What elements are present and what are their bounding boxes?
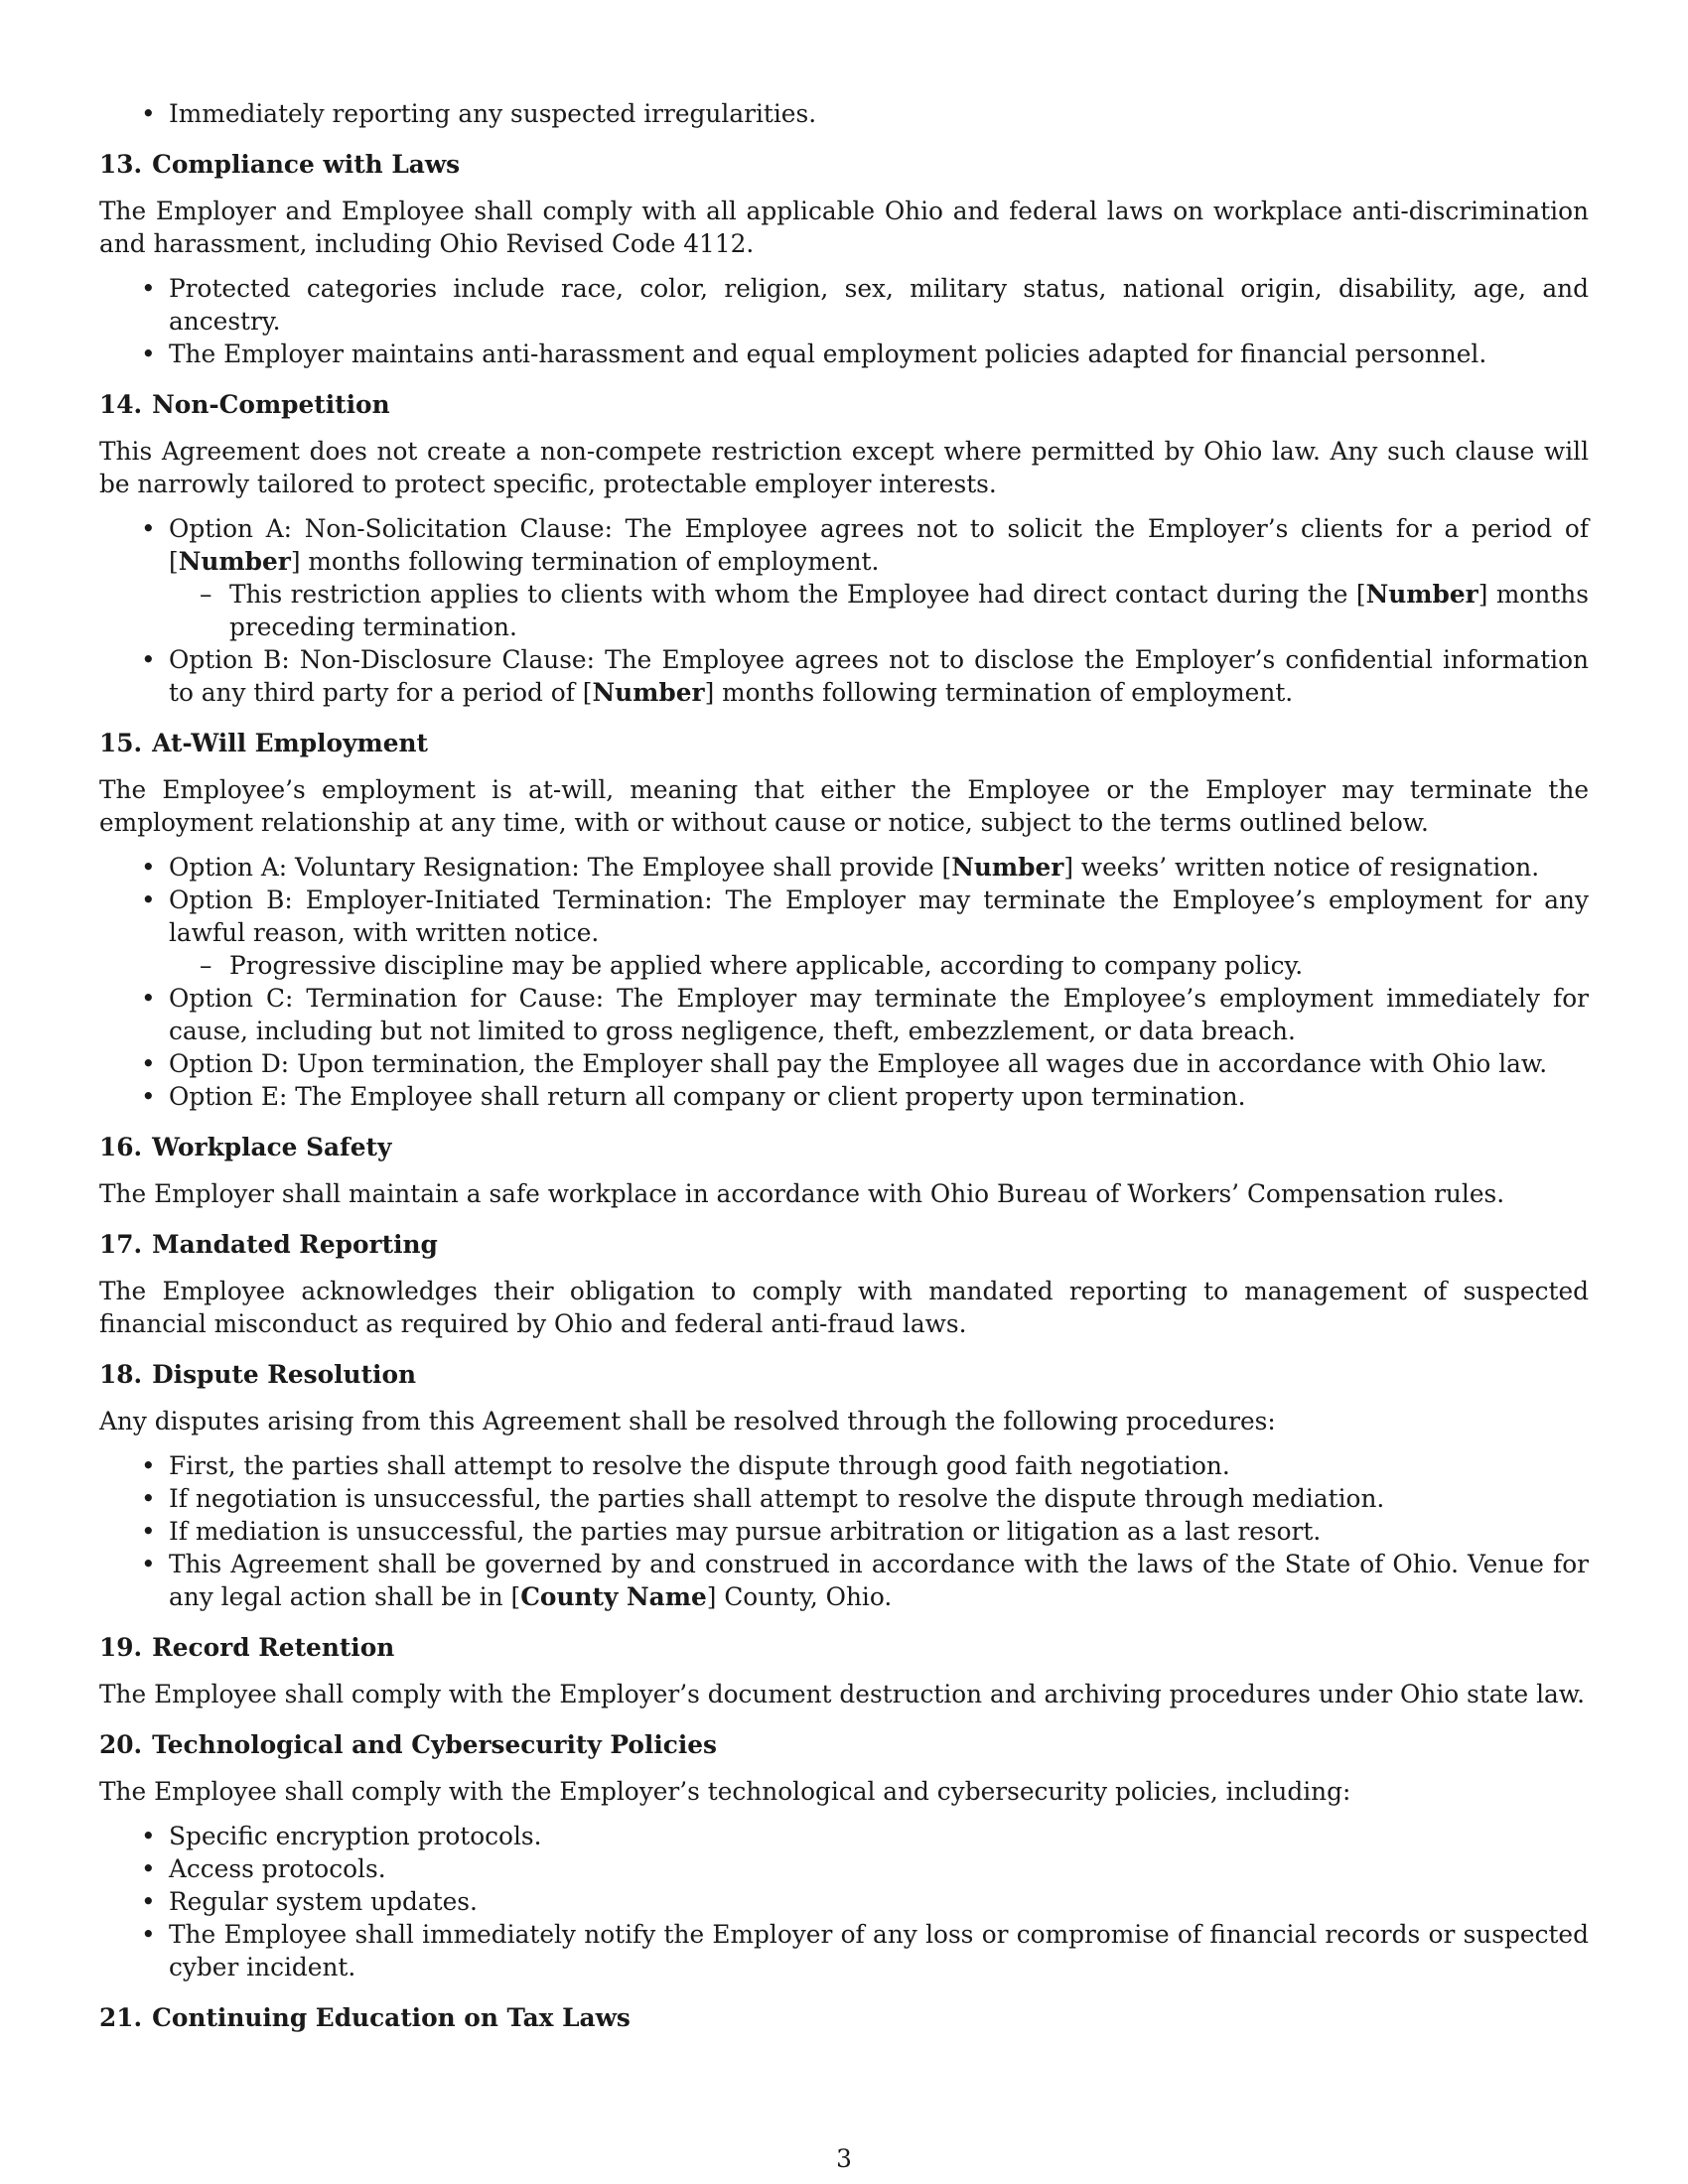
section-number: 18. <box>99 1360 143 1389</box>
option-b-sub-list <box>169 949 1589 982</box>
list-item <box>99 512 1589 643</box>
section-18-heading <box>99 1358 1589 1391</box>
section-19-heading <box>99 1631 1589 1664</box>
option-a-text: Option A: Voluntary Resignation: The Employee shall provide [ <box>169 853 952 882</box>
section-21-heading <box>99 2001 1589 2034</box>
list-item: • The Employee shall immediately notify the Employer of any loss or compromise of financial records or suspected cyber incident. <box>99 1918 1589 1983</box>
list-item: • Option D: Upon termination, the Employer shall pay the Employee all wages due in accordance with Ohio law. <box>99 1047 1589 1080</box>
list-item: • Immediately reporting any suspected irregularities. <box>99 97 1589 130</box>
section-15-bullets <box>99 851 1589 1113</box>
section-18-bullets <box>99 1449 1589 1613</box>
sub-list-item <box>99 578 1589 643</box>
sub-item-text: This restriction applies to clients with whom the Employee had direct contact during the [ <box>229 580 1366 609</box>
option-a-text-end: ] weeks’ written notice of resignation. <box>1063 853 1540 882</box>
placeholder-number: Number <box>951 853 1064 882</box>
section-18-body: Any disputes arising from this Agreement shall be resolved through the following procedures: <box>99 1407 1276 1435</box>
section-number: 21. <box>99 2003 143 2032</box>
section-number: 13. <box>99 150 143 179</box>
section-title: Technological and Cybersecurity Policies <box>152 1730 718 1759</box>
section-title: Non-Competition <box>152 390 390 419</box>
section-20-heading <box>99 1728 1589 1761</box>
intro-bullet-list <box>99 97 1589 130</box>
section-15-heading <box>99 727 1589 759</box>
section-14-bullets <box>99 512 1589 709</box>
sub-list-item: – Progressive discipline may be applied where applicable, according to company policy. <box>99 949 1589 982</box>
list-item: • Access protocols. <box>99 1852 1589 1885</box>
section-title: Continuing Education on Tax Laws <box>152 2003 631 2032</box>
section-14-body: This Agreement does not create a non-compete restriction except where permitted by Ohio law. Any such clause will be narrowly tailored to protect specific, protectable employer interests. <box>99 437 1589 498</box>
option-b-text-end: ] months following termination of employment. <box>704 678 1294 707</box>
section-number: 16. <box>99 1133 143 1161</box>
section-number: 19. <box>99 1633 143 1662</box>
option-b-text: Option B: Employer-Initiated Termination: The Employer may terminate the Employee’s employment for any lawful reason, with written notice. <box>169 886 1589 947</box>
list-item: • Protected categories include race, color, religion, sex, military status, national origin, disability, age, and ancestry. <box>99 272 1589 338</box>
section-13-bullets <box>99 272 1589 370</box>
section-13-body: The Employer and Employee shall comply with all applicable Ohio and federal laws on workplace anti-discrimination and harassment, including Ohio Revised Code 4112. <box>99 197 1589 258</box>
placeholder-number: Number <box>592 678 705 707</box>
governing-law-text: This Agreement shall be governed by and construed in accordance with the laws of the State of Ohio. Venue for any legal action shall be in [ <box>169 1550 1589 1611</box>
section-title: Mandated Reporting <box>152 1230 438 1259</box>
option-a-text: Option A: Non-Solicitation Clause: The Employee agrees not to solicit the Employer’s clients for a period of [ <box>169 514 1589 576</box>
option-b-text: Option B: Non-Disclosure Clause: The Employee agrees not to disclose the Employer’s confidential information to any third party for a period of [ <box>169 645 1589 707</box>
list-item <box>99 884 1589 982</box>
section-14-heading <box>99 388 1589 421</box>
section-number: 15. <box>99 729 143 757</box>
list-item <box>99 1548 1589 1613</box>
section-title: Dispute Resolution <box>152 1360 417 1389</box>
list-item: • Option C: Termination for Cause: The Employer may terminate the Employee’s employment immediately for cause, including but not limited to gross negligence, theft, embezzlement, or data breach. <box>99 982 1589 1047</box>
section-20-bullets <box>99 1820 1589 1983</box>
section-17-body: The Employee acknowledges their obligation to comply with mandated reporting to management of suspected financial misconduct as required by Ohio and federal anti-fraud laws. <box>99 1277 1589 1338</box>
list-item: • If mediation is unsuccessful, the parties may pursue arbitration or litigation as a last resort. <box>99 1515 1589 1548</box>
section-13-heading <box>99 148 1589 181</box>
section-20-body: The Employee shall comply with the Employer’s technological and cybersecurity policies, including: <box>99 1777 1351 1806</box>
list-item: • Specific encryption protocols. <box>99 1820 1589 1852</box>
section-title: Workplace Safety <box>152 1133 392 1161</box>
list-item: • The Employer maintains anti-harassment and equal employment policies adapted for financial personnel. <box>99 338 1589 370</box>
section-17-heading <box>99 1228 1589 1261</box>
document-page <box>99 97 1589 2048</box>
option-a-text-end: ] months following termination of employment. <box>290 547 880 576</box>
list-item: • First, the parties shall attempt to resolve the dispute through good faith negotiation. <box>99 1449 1589 1482</box>
sub-item-text-end: ] months preceding termination. <box>229 580 1589 641</box>
governing-law-text-end: ] County, Ohio. <box>706 1582 893 1611</box>
section-number: 17. <box>99 1230 143 1259</box>
list-item <box>99 643 1589 709</box>
list-item: • Option E: The Employee shall return all company or client property upon termination. <box>99 1080 1589 1113</box>
placeholder-number: Number <box>178 547 291 576</box>
section-15-body: The Employee’s employment is at-will, meaning that either the Employee or the Employer may terminate the employment relationship at any time, with or without cause or notice, subject to the terms outlined below. <box>99 775 1589 837</box>
option-a-sub-list <box>169 578 1589 643</box>
list-item <box>99 851 1589 884</box>
section-16-body: The Employer shall maintain a safe workplace in accordance with Ohio Bureau of Workers’ Compensation rules. <box>99 1179 1505 1208</box>
placeholder-number: Number <box>1365 580 1478 609</box>
section-title: Record Retention <box>152 1633 395 1662</box>
section-number: 14. <box>99 390 143 419</box>
list-item: • Regular system updates. <box>99 1885 1589 1918</box>
page-number: 3 <box>836 2144 852 2173</box>
placeholder-county-name: County Name <box>520 1582 707 1611</box>
section-number: 20. <box>99 1730 143 1759</box>
section-19-body: The Employee shall comply with the Employer’s document destruction and archiving procedures under Ohio state law. <box>99 1680 1585 1708</box>
section-16-heading <box>99 1131 1589 1163</box>
list-item: • If negotiation is unsuccessful, the parties shall attempt to resolve the dispute through mediation. <box>99 1482 1589 1515</box>
section-title: At-Will Employment <box>152 729 428 757</box>
section-title: Compliance with Laws <box>152 150 461 179</box>
